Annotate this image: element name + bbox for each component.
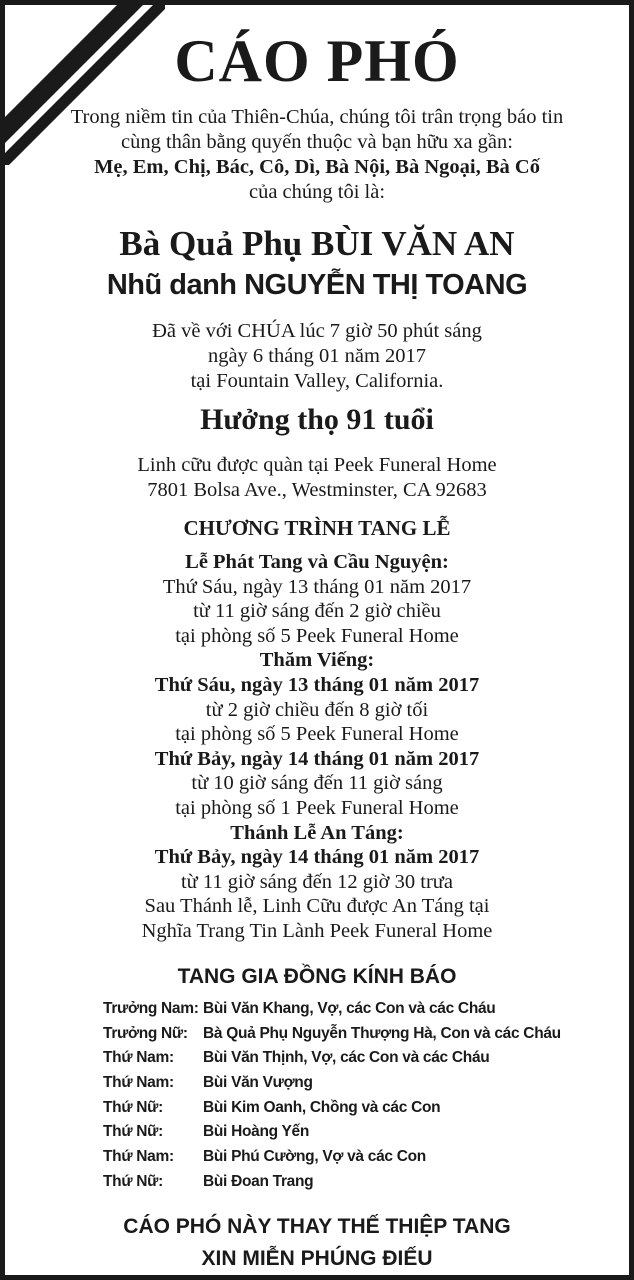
- age-line: Hưởng thọ 91 tuổi: [200, 403, 434, 436]
- family-member-row: [103, 1022, 561, 1047]
- intro-line: Trong niềm tin của Thiên-Chúa, chúng tôi trân trọng báo tin: [70, 106, 564, 128]
- footer-line: CÁO PHÓ NÀY THAY THẾ THIỆP TANG: [123, 1215, 511, 1238]
- viewing-line: Linh cữu được quàn tại Peek Funeral Home: [137, 454, 497, 476]
- program-schedule: [5, 550, 629, 944]
- family-role: Thứ Nam:: [103, 1148, 174, 1166]
- program-line: Thứ Sáu, ngày 13 tháng 01 năm 2017: [162, 575, 472, 598]
- passing-line: ngày 6 tháng 01 năm 2017: [207, 345, 427, 367]
- program-heading: Thánh Lễ An Táng:: [230, 821, 404, 844]
- family-title: TANG GIA ĐỒNG KÍNH BÁO: [177, 965, 457, 988]
- family-role: Trưởng Nam:: [103, 1000, 199, 1017]
- program-heading: Thứ Bảy, ngày 14 tháng 01 năm 2017: [154, 846, 480, 869]
- family-name: Bùi Văn Vượng: [203, 1074, 313, 1092]
- family-name: Bùi Đoan Trang: [203, 1172, 314, 1190]
- program-heading: Thăm Viếng:: [259, 649, 375, 672]
- program-heading: Thứ Bảy, ngày 14 tháng 01 năm 2017: [154, 747, 480, 770]
- family-member-row: [103, 1170, 561, 1195]
- deceased-name: Bà Quả Phụ BÙI VĂN AN: [119, 224, 515, 263]
- family-role: Thứ Nam:: [103, 1074, 174, 1092]
- intro-section: [5, 105, 629, 205]
- family-list: [103, 997, 561, 1195]
- viewing-location: [5, 453, 629, 503]
- family-role: Thứ Nữ:: [103, 1098, 163, 1116]
- family-member-row: [103, 1145, 561, 1170]
- family-role: Thứ Nữ:: [103, 1172, 163, 1190]
- passing-details: [5, 319, 629, 394]
- program-line: Sau Thánh lễ, Linh Cữu được An Táng tại: [144, 895, 490, 918]
- viewing-line: 7801 Bolsa Ave., Westminster, CA 92683: [147, 479, 487, 501]
- footer-notice: [5, 1211, 629, 1275]
- family-role: Thứ Nữ:: [103, 1123, 163, 1141]
- page-title: CÁO PHÓ: [174, 28, 460, 94]
- family-name: Bùi Văn Thịnh, Vợ, các Con và các Cháu: [203, 1049, 490, 1067]
- footer-line: XIN MIỄN PHÚNG ĐIẾU: [201, 1247, 433, 1270]
- family-name: Bùi Kim Oanh, Chồng và các Con: [203, 1098, 441, 1116]
- maiden-name: Nhũ danh NGUYỄN THỊ TOANG: [106, 269, 528, 301]
- program-heading: Thứ Sáu, ngày 13 tháng 01 năm 2017: [154, 673, 480, 696]
- program-line: từ 11 giờ sáng đến 2 giờ chiều: [193, 600, 441, 623]
- program-title: CHƯƠNG TRÌNH TANG LỄ: [183, 516, 451, 540]
- family-member-row: [103, 1120, 561, 1145]
- passing-line: tại Fountain Valley, California.: [190, 370, 444, 392]
- family-name: Bà Quả Phụ Nguyễn Thượng Hà, Con và các Cháu: [203, 1024, 561, 1042]
- program-heading: Lễ Phát Tang và Cầu Nguyện:: [185, 551, 449, 573]
- program-line: từ 10 giờ sáng đến 11 giờ sáng: [191, 772, 443, 795]
- family-member-row: [103, 1046, 561, 1071]
- family-member-row: [103, 997, 561, 1022]
- program-line: tại phòng số 5 Peek Funeral Home: [175, 624, 459, 647]
- intro-line: cùng thân bằng quyến thuộc và bạn hữu xa gần:: [121, 131, 513, 153]
- family-role: Trưởng Nữ:: [103, 1024, 188, 1042]
- family-name: Bùi Phú Cường, Vợ và các Con: [203, 1148, 426, 1166]
- program-line: tại phòng số 1 Peek Funeral Home: [175, 796, 459, 819]
- of-us-line: của chúng tôi là:: [248, 181, 386, 203]
- family-member-row: [103, 1071, 561, 1096]
- program-line: từ 2 giờ chiều đến 8 giờ tối: [205, 698, 429, 721]
- relations-line: Mẹ, Em, Chị, Bác, Cô, Dì, Bà Nội, Bà Ngoại, Bà Cố: [94, 156, 540, 178]
- family-member-row: [103, 1096, 561, 1121]
- passing-line: Đã về với CHÚA lúc 7 giờ 50 phút sáng: [152, 320, 482, 342]
- family-name: Bùi Văn Khang, Vợ, các Con và các Cháu: [203, 1000, 496, 1017]
- program-line: tại phòng số 5 Peek Funeral Home: [175, 723, 459, 746]
- family-name: Bùi Hoàng Yến: [203, 1123, 310, 1141]
- program-line: từ 11 giờ sáng đến 12 giờ 30 trưa: [180, 870, 454, 893]
- program-line: Nghĩa Trang Tin Lành Peek Funeral Home: [141, 919, 493, 942]
- family-role: Thứ Nam:: [103, 1049, 174, 1067]
